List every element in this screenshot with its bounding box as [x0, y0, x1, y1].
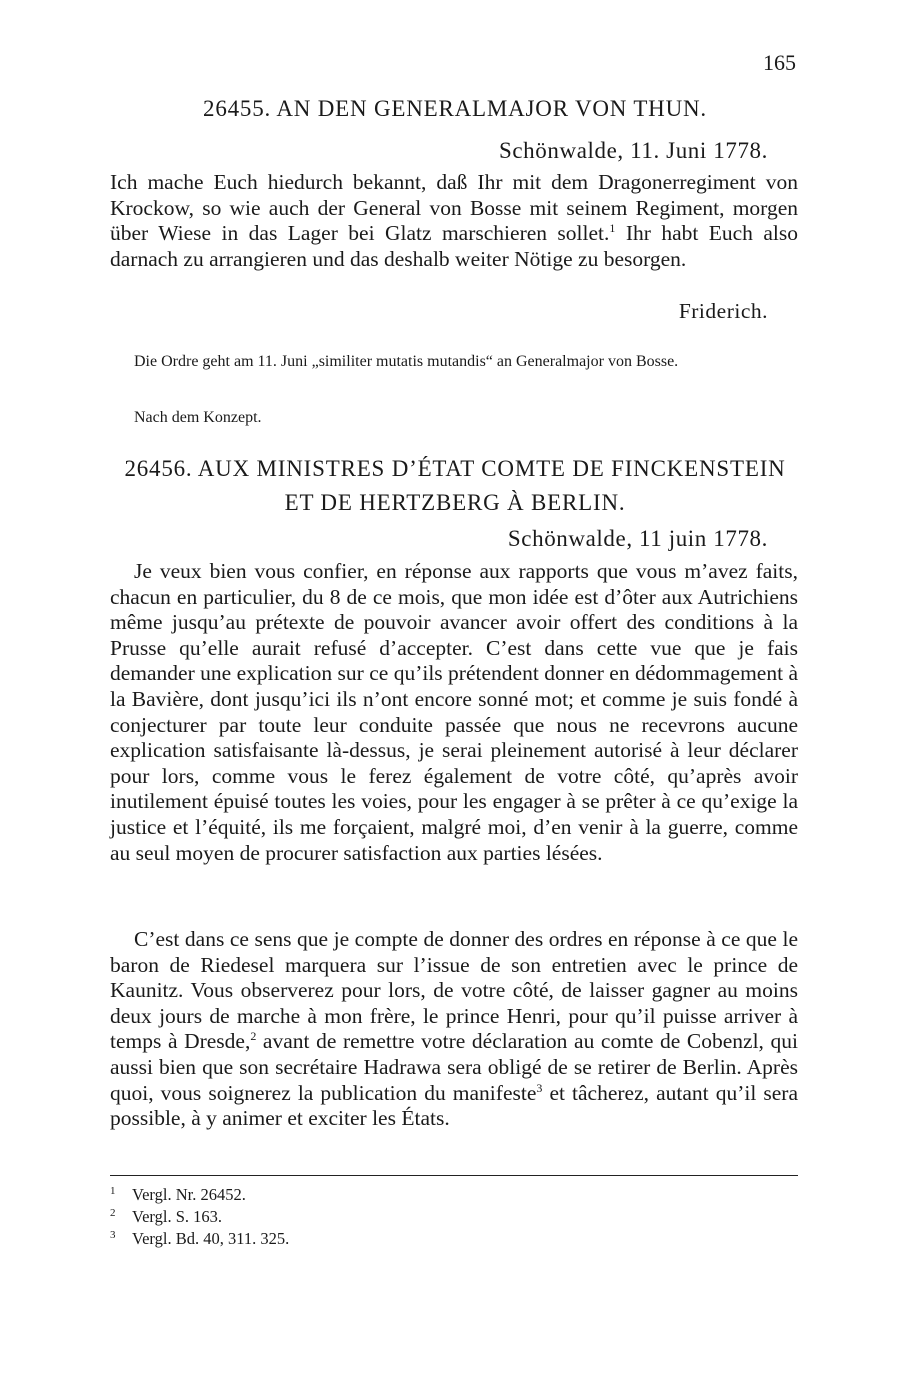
letter-date-26456: Schönwalde, 11 juin 1778. — [507, 526, 768, 551]
para2-text-a: C’est dans ce sens que je compte de donner des ordres en réponse à ce que le baron de Riedesel marquera sur l’issue de son entretien avec le prince de Kaunitz. Vous observerez pour lors, de votre côté, de laisser gagner au moins deux jours de marche à mon frère, le prince Henri, pour qu’il puisse arriver à temps à Dresde, — [110, 927, 798, 1054]
page-number: 165 — [763, 50, 796, 75]
footnote-mark: 1 — [110, 1185, 116, 1197]
footnote-text: Vergl. Nr. 26452. — [132, 1185, 246, 1204]
editorial-note-source: Nach dem Konzept. — [134, 409, 262, 426]
footnote — [110, 1206, 710, 1228]
letter-title-26455: 26455. AN DEN GENERALMAJOR VON THUN. — [203, 96, 707, 121]
footnote-ref-1[interactable]: 1 — [609, 221, 616, 236]
para2-text-c: et tâcherez, autant qu’il sera possible, à y animer et exciter les États. — [110, 1080, 798, 1131]
letter-title-26456-line1: 26456. AUX MINISTRES D’ÉTAT COMTE DE FINCKENSTEIN — [124, 456, 786, 481]
footnote-mark: 3 — [110, 1229, 116, 1241]
letter-date-26455: Schönwalde, 11. Juni 1778. — [498, 138, 768, 163]
letter-body-26455 — [110, 170, 798, 272]
editorial-note-ordre: Die Ordre geht am 11. Juni „similiter mutatis mutandis“ an Generalmajor von Bosse. — [134, 353, 679, 370]
body-text-part-1: Ich mache Euch hiedurch bekannt, daß Ihr mit dem Dragonerregiment von Krockow, so wie auch der General von Bosse mit seinem Regiment, morgen über Wiese in das Lager bei Glatz marschieren sollet. — [110, 170, 798, 246]
letter-body-26456-para1: Je veux bien vous confier, en réponse aux rapports que vous m’avez faits, chacun en particulier, du 8 de ce mois, que mon idée est d’ôter aux Autrichiens même jusqu’au prétexte de pouvoir avancer avoir offert des conditions à la Prusse qu’elle aurait refusé d’accepter. C’est dans cette vue que je fais demander une explication sur ce qu’ils prétendent donner en dédommagement à la Bavière, dont jusqu’ici ils n’ont encore sonné mot; et comme je suis fondé à conjecturer par toute leur conduite passée que nous ne recevrons aucune explication satisfaisante là-dessus, je serai pleinement autorisé à leur déclarer pour lors, comme vous le ferez également de votre côté, qu’après avoir inutilement épuisé toutes les voies, pour les engager à se prêter à ce qu’exige la justice et l’équité, ils me forçaient, malgré moi, d’en venir à la guerre, comme au seul moyen de procurer satisfaction aux parties lésées. — [110, 559, 798, 865]
footnotes — [110, 1184, 710, 1250]
footnote-ref-3[interactable]: 3 — [536, 1080, 543, 1095]
footnote-mark: 2 — [110, 1207, 116, 1219]
footnote-ref-2[interactable]: 2 — [250, 1029, 257, 1044]
footnote-text: Vergl. Bd. 40, 311. 325. — [132, 1229, 290, 1248]
letter-title-26456 — [110, 452, 800, 520]
footnote-divider — [110, 1175, 798, 1176]
signature: Friderich. — [678, 299, 768, 323]
para2-text-b: avant de remettre votre déclaration au comte de Cobenzl, qui aussi bien que son secrétaire Hadrawa sera obligé de se retirer de Berlin. Après quoi, vous soignerez la publication du manifeste — [110, 1029, 798, 1105]
letter-title-26456-line2: ET DE HERTZBERG À BERLIN. — [284, 490, 626, 515]
body-text-part-2: Ihr habt Euch also darnach zu arrangieren und das deshalb weiter Nötige zu besorgen. — [110, 221, 798, 271]
footnote — [110, 1184, 710, 1206]
letter-body-26456-para2 — [110, 927, 798, 1132]
footnote-text: Vergl. S. 163. — [132, 1207, 222, 1226]
footnote — [110, 1228, 710, 1250]
